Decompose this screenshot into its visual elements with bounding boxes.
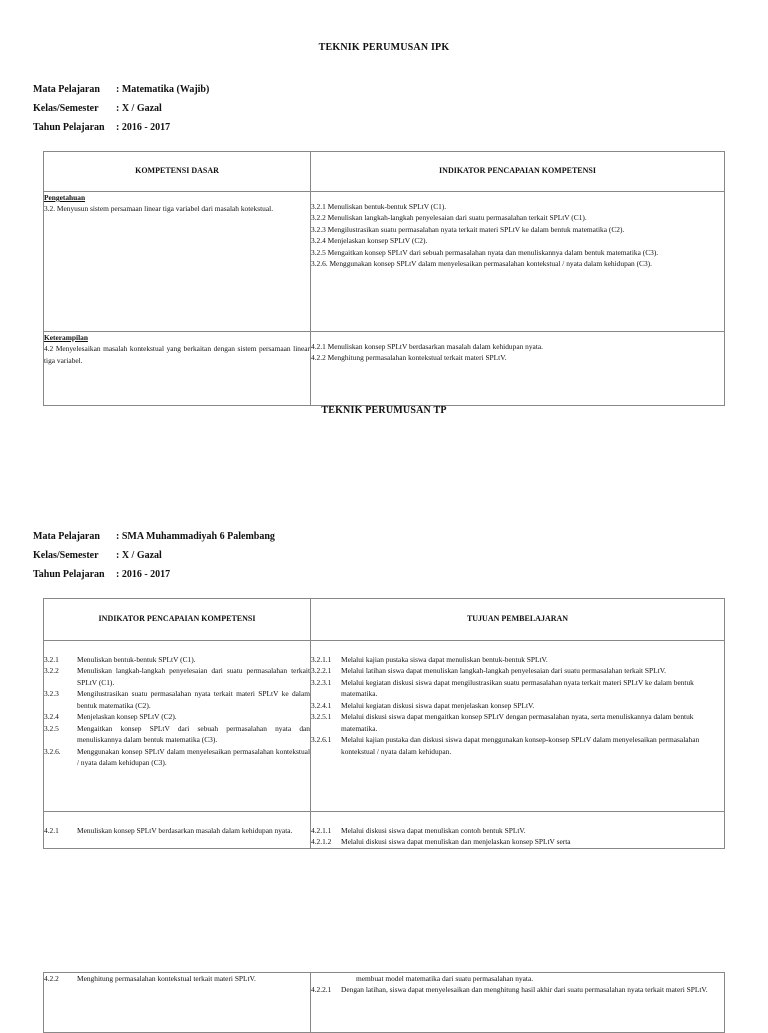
tp-header: TUJUAN PEMBELAJARAN (311, 599, 725, 641)
tp-row (311, 677, 724, 700)
kd-ipk-table (43, 151, 725, 406)
tp-text-continued: membuat model matematika dari suatu permasalahan nyata. (356, 974, 534, 983)
kd-text: 3.2. Menyusun sistem persamaan linear tiga variabel dari masalah kotekstual. (44, 204, 274, 214)
ipk-num: 3.2.1 (44, 655, 59, 664)
ipk-text: Menggunakan konsep SPLtV dalam menyelesaikan permasalahan kontekstual / nyata dalam kehidupan (C3). (77, 746, 310, 768)
ipk-text: Menuliskan langkah-langkah penyelesaian dari suatu permasalahan terkait SPLtV (C1). (77, 666, 310, 687)
tp-text: Melalui kajian pustaka dan diskusi siswa dapat menggunakan konsep-konsep SPLtV dalam menyelesaikan permasalahan kontekstual / nyata dalam kehidupan. (341, 735, 700, 756)
ipk-text: Menuliskan konsep SPLtV berdasarkan masalah dalam kehidupan nyata. (77, 826, 293, 835)
tp-text: Melalui diskusi siswa dapat menuliskan contoh bentuk SPLtV. (341, 826, 526, 835)
ipk-num: 3.2.2 (44, 666, 59, 676)
tp-text: Melalui kegiatan diskusi siswa dapat menjelaskan konsep SPLtV. (341, 700, 535, 710)
tp-cell-3 (311, 641, 725, 812)
tp-num: 4.2.2.1 (311, 985, 332, 995)
tp-row (311, 825, 724, 836)
tp-text: Melalui kajian pustaka siswa dapat menuliskan bentuk-bentuk SPLtV. (341, 655, 548, 664)
ipk-row (44, 711, 310, 722)
ipk-item: 3.2.3 Mengilustrasikan suatu permasalahan nyata terkait materi SPLtV ke dalam bentuk matematika (C2). (311, 224, 625, 234)
ipk-text: Menjelaskan konsep SPLtV (C2). (77, 712, 177, 722)
ipk-text: Mengilustrasikan suatu permasalahan nyata terkait materi SPLtV ke dalam bentuk matematika (C2). (77, 689, 310, 710)
ipk-row (44, 654, 310, 665)
tp-row (311, 984, 724, 995)
ipk-tp-table (43, 598, 725, 849)
tp-text: Melalui diskusi siswa dapat mengaitkan konsep SPLtV dengan permasalahan nyata, serta menuliskannya dalam bentuk matematika. (341, 712, 694, 733)
ipk-text: Mengaitkan konsep SPLtV dari sebuah permasalahan nyata dan menuliskannya dalam bentuk matematika (C3). (77, 723, 310, 745)
ipk-row (44, 825, 310, 836)
ipk-item: 4.2.1 Menuliskan konsep SPLtV berdasarkan masalah dalam kehidupan nyata. (311, 342, 544, 351)
ipk-row (44, 746, 310, 769)
kd-text: 4.2 Menyelesaikan masalah kontekstual yang berkaitan dengan sistem persamaan linear tiga variabel. (44, 344, 310, 365)
class-value: : X / Gazal (116, 550, 162, 561)
tp-num: 3.2.3.1 (311, 677, 332, 687)
page-title-tp: TEKNIK PERUMUSAN TP (321, 405, 447, 416)
tp-num: 3.2.5.1 (311, 712, 332, 722)
ipk-cell-pengetahuan (311, 192, 725, 332)
kd-cell-pengetahuan (44, 192, 311, 332)
ipk-row (44, 723, 310, 746)
ipk-num: 4.2.2 (44, 974, 59, 983)
ipk-num: 4.2.1 (44, 826, 59, 835)
year-label: Tahun Pelajaran (33, 122, 105, 133)
ipk-item: 3.2.6. Menggunakan konsep SPLtV dalam menyelesaikan permasalahan kontekstual / nyata dalam kehidupan (C3). (311, 259, 652, 269)
tp-num: 4.2.1.2 (311, 837, 332, 847)
subject-label: Mata Pelajaran (33, 84, 100, 95)
ipk-cell-4 (44, 812, 311, 849)
ipk-row (44, 973, 310, 984)
year-label: Tahun Pelajaran (33, 569, 105, 580)
ipk-num: 3.2.5 (44, 723, 59, 733)
subject-label: Mata Pelajaran (33, 531, 100, 542)
ipk-cell-3 (44, 641, 311, 812)
tp-text: Melalui kegiatan diskusi siswa dapat mengilustrasikan suatu permasalahan nyata terkait materi SPLtV ke dalam bentuk matematika. (341, 677, 694, 699)
tp-row (311, 711, 724, 734)
ipk-text: Menghitung permasalahan kontekstual terkait materi SPLtV. (77, 974, 256, 983)
tp-row (311, 734, 724, 757)
tp-cell-4 (311, 812, 725, 849)
ipk-row (44, 688, 310, 711)
kd-cell-keterampilan (44, 332, 311, 406)
ipk-item: 4.2.2 Menghitung permasalahan kontekstual terkait materi SPLtV. (311, 353, 507, 363)
class-label: Kelas/Semester (33, 550, 99, 561)
tp-row (311, 836, 724, 847)
tp-num: 3.2.6.1 (311, 735, 332, 745)
year-value: : 2016 - 2017 (116, 569, 171, 580)
class-label: Kelas/Semester (33, 103, 99, 114)
ipk-row (44, 665, 310, 688)
subject-value: : Matematika (Wajib) (116, 84, 210, 95)
tp-num: 3.2.1.1 (311, 655, 332, 664)
ipk-item: 3.2.1 Menuliskan bentuk-bentuk SPLtV (C1). (311, 202, 447, 211)
tp-num: 3.2.4.1 (311, 700, 332, 710)
section-label-pengetahuan: Pengetahuan (44, 193, 86, 202)
ipk-item: 3.2.4 Menjelaskan konsep SPLtV (C2). (311, 236, 428, 246)
meta-block-2 (33, 527, 275, 584)
tp-text: Dengan latihan, siswa dapat menyelesaikan dan menghitung hasil akhir dari suatu permasalahan nyata terkait materi SPLtV. (341, 985, 708, 995)
ipk-num: 3.2.6. (44, 746, 61, 756)
tp-text: Melalui latihan siswa dapat menuliskan langkah-langkah penyelesaian dari suatu permasalahan terkait SPLtV. (341, 666, 666, 676)
meta-block-1 (33, 80, 209, 137)
ipk-cell-keterampilan (311, 332, 725, 406)
tp-num: 3.2.2.1 (311, 666, 332, 676)
tp-row (311, 700, 724, 711)
year-value: : 2016 - 2017 (116, 122, 171, 133)
tp-row (311, 654, 724, 665)
page-title-ipk: TEKNIK PERUMUSAN IPK (318, 42, 450, 53)
tp-text: Melalui diskusi siswa dapat menuliskan dan menjelaskan konsep SPLtV serta (341, 837, 571, 847)
ipk-num: 3.2.4 (44, 712, 59, 722)
kd-header: KOMPETENSI DASAR (44, 152, 311, 192)
tp-num: 4.2.1.1 (311, 826, 332, 835)
subject-value: : SMA Muhammadiyah 6 Palembang (116, 531, 275, 542)
ipk-text: Menuliskan bentuk-bentuk SPLtV (C1). (77, 655, 196, 664)
ipk-item: 3.2.5 Mengaitkan konsep SPLtV dari sebuah permasalahan nyata dan menuliskannya dalam bentuk matematika (C3). (311, 247, 659, 257)
ipk-num: 3.2.3 (44, 689, 59, 699)
ipk-header: INDIKATOR PENCAPAIAN KOMPETENSI (311, 152, 725, 192)
ipk-item: 3.2.2 Menuliskan langkah-langkah penyelesaian dari suatu permasalahan terkait SPLtV (C1). (311, 213, 587, 223)
section-label-keterampilan: Keterampilan (44, 333, 88, 342)
class-value: : X / Gazal (116, 103, 162, 114)
tp-row (311, 665, 724, 676)
ipk-header: INDIKATOR PENCAPAIAN KOMPETENSI (44, 599, 311, 641)
